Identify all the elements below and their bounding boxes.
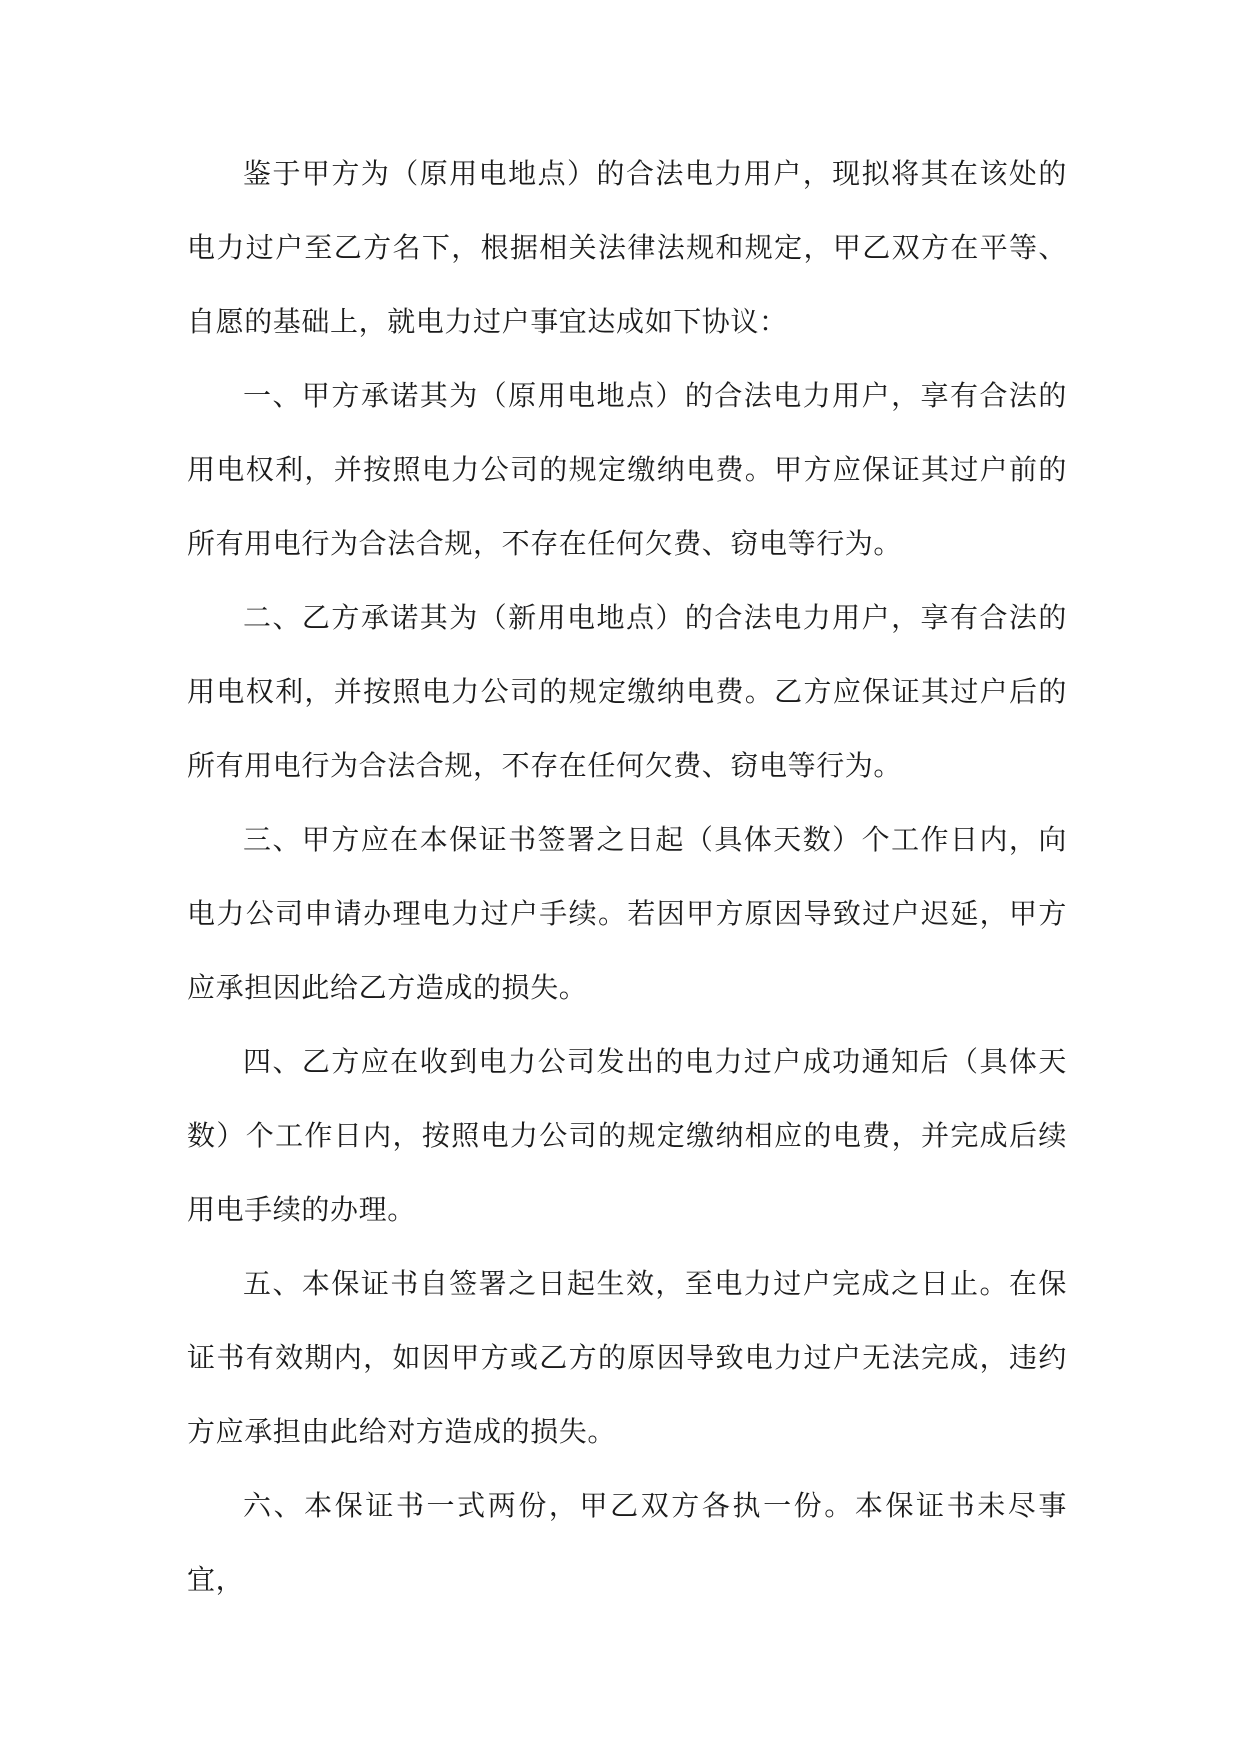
paragraph-clause-1: 一、甲方承诺其为（原用电地点）的合法电力用户，享有合法的用电权利，并按照电力公司的规定缴纳电费。甲方应保证其过户前的所有用电行为合法合规，不存在任何欠费、窃电等行为。 bbox=[187, 379, 1067, 560]
paragraph-clause-2: 二、乙方承诺其为（新用电地点）的合法电力用户，享有合法的用电权利，并按照电力公司的规定缴纳电费。乙方应保证其过户后的所有用电行为合法合规，不存在任何欠费、窃电等行为。 bbox=[187, 601, 1067, 782]
paragraph-clause-6: 六、本保证书一式两份，甲乙双方各执一份。本保证书未尽事宜， bbox=[187, 1489, 1067, 1596]
paragraph-preamble: 鉴于甲方为（原用电地点）的合法电力用户，现拟将其在该处的电力过户至乙方名下，根据相关法律法规和规定，甲乙双方在平等、自愿的基础上，就电力过户事宜达成如下协议： bbox=[187, 157, 1067, 338]
document-body bbox=[187, 137, 1067, 1617]
paragraph-clause-4: 四、乙方应在收到电力公司发出的电力过户成功通知后（具体天数）个工作日内，按照电力公司的规定缴纳相应的电费，并完成后续用电手续的办理。 bbox=[187, 1045, 1067, 1226]
paragraph-clause-5: 五、本保证书自签署之日起生效，至电力过户完成之日止。在保证书有效期内，如因甲方或乙方的原因导致电力过户无法完成，违约方应承担由此给对方造成的损失。 bbox=[187, 1267, 1067, 1448]
paragraph-clause-3: 三、甲方应在本保证书签署之日起（具体天数）个工作日内，向电力公司申请办理电力过户手续。若因甲方原因导致过户迟延，甲方应承担因此给乙方造成的损失。 bbox=[187, 823, 1067, 1004]
